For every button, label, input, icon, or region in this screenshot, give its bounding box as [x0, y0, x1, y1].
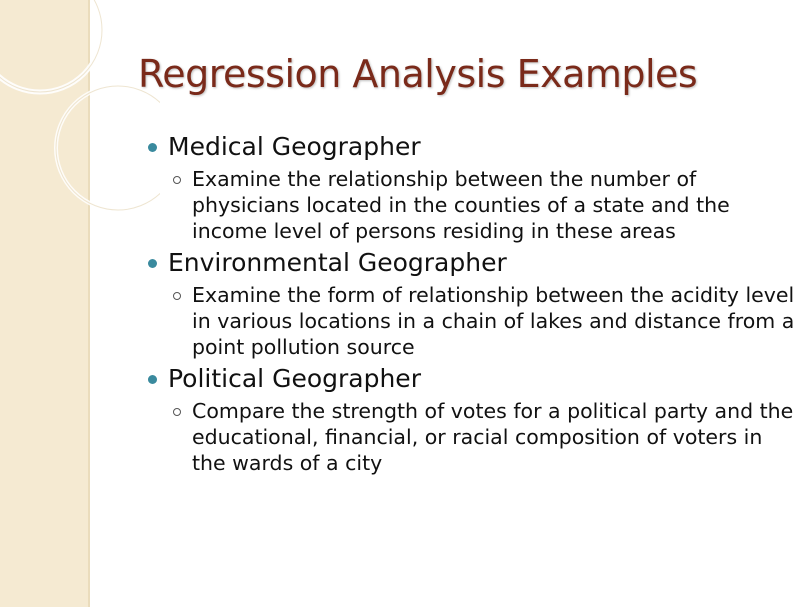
- item-heading: Environmental Geographer: [168, 248, 507, 277]
- item-heading: Medical Geographer: [168, 132, 421, 161]
- bullet-ring-icon: [173, 408, 181, 416]
- list-item: [146, 132, 801, 162]
- item-detail: Compare the strength of votes for a political party and the educational, financial, or racial composition of voters in the wards of a city: [192, 399, 794, 475]
- list-item: [146, 248, 801, 278]
- item-detail: Examine the relationship between the number of physicians located in the counties of a state and the income level of persons residing in these areas: [192, 167, 730, 243]
- list-item: [146, 364, 801, 394]
- item-heading: Political Geographer: [168, 364, 421, 393]
- decorative-side-band: [0, 0, 90, 607]
- sub-list-item: [146, 398, 801, 476]
- item-detail: Examine the form of relationship between the acidity level in various locations in a chain of lakes and distance from a point pollution source: [192, 283, 795, 359]
- bullet-dot-icon: [148, 259, 157, 268]
- bullet-dot-icon: [148, 375, 157, 384]
- bullet-list: [146, 128, 801, 480]
- slide-title: Regression Analysis Examples: [138, 52, 698, 96]
- bullet-ring-icon: [173, 176, 181, 184]
- sub-list-item: [146, 166, 801, 244]
- sub-list-item: [146, 282, 801, 360]
- bullet-dot-icon: [148, 143, 157, 152]
- bullet-ring-icon: [173, 292, 181, 300]
